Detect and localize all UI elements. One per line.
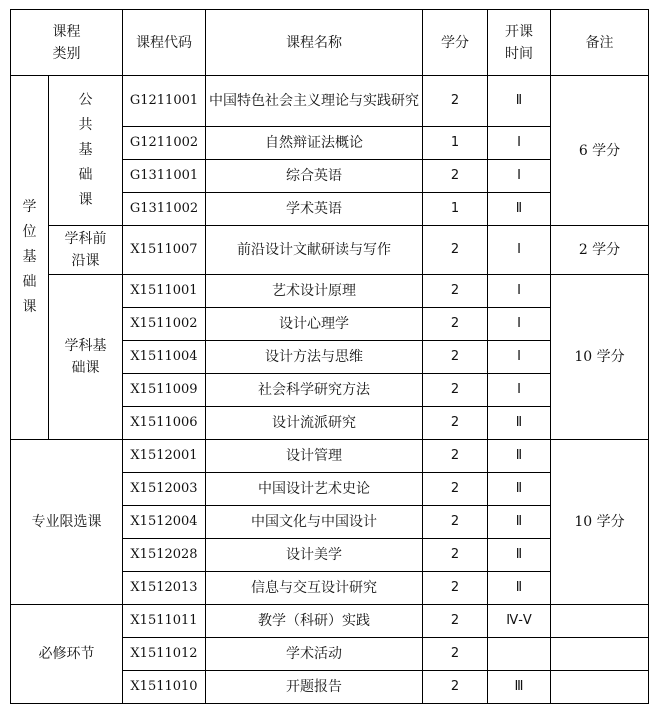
course-name: 中国文化与中国设计 (206, 506, 423, 539)
course-credit: 2 (423, 605, 488, 638)
course-name: 教学（科研）实践 (206, 605, 423, 638)
group-discipline-basic: 学科基础课 (49, 275, 123, 440)
course-code: X1512004 (123, 506, 206, 539)
header-note: 备注 (551, 10, 649, 76)
course-term: Ⅰ (488, 374, 551, 407)
course-name: 设计心理学 (206, 308, 423, 341)
course-credit: 2 (423, 308, 488, 341)
course-term: Ⅰ (488, 308, 551, 341)
note-frontier: 2 学分 (551, 226, 649, 275)
header-category: 课程 类别 (11, 10, 123, 76)
course-credit: 2 (423, 374, 488, 407)
course-term: Ⅰ (488, 226, 551, 275)
header-term: 开课 时间 (488, 10, 551, 76)
course-name: 设计方法与思维 (206, 341, 423, 374)
course-name: 前沿设计文献研读与写作 (206, 226, 423, 275)
course-name: 信息与交互设计研究 (206, 572, 423, 605)
course-code: X1511006 (123, 407, 206, 440)
group-degree-basic: 学位基础课 (11, 76, 49, 440)
note-discipline: 10 学分 (551, 275, 649, 440)
course-credit: 2 (423, 440, 488, 473)
course-name: 艺术设计原理 (206, 275, 423, 308)
header-code: 课程代码 (123, 10, 206, 76)
course-term: Ⅱ (488, 572, 551, 605)
course-code: X1512013 (123, 572, 206, 605)
course-code: X1511009 (123, 374, 206, 407)
course-credit: 2 (423, 473, 488, 506)
course-name: 中国特色社会主义理论与实践研究 (206, 76, 423, 127)
course-credit: 2 (423, 341, 488, 374)
course-code: X1512001 (123, 440, 206, 473)
course-credit: 2 (423, 76, 488, 127)
course-term (488, 638, 551, 671)
course-name: 设计美学 (206, 539, 423, 572)
group-frontier: 学科前沿课 (49, 226, 123, 275)
course-name: 自然辩证法概论 (206, 127, 423, 160)
course-term: Ⅳ-Ⅴ (488, 605, 551, 638)
course-code: X1511007 (123, 226, 206, 275)
course-code: X1511001 (123, 275, 206, 308)
note-empty (551, 605, 649, 638)
course-code: X1511004 (123, 341, 206, 374)
header-name: 课程名称 (206, 10, 423, 76)
course-credit: 2 (423, 572, 488, 605)
course-credit: 1 (423, 127, 488, 160)
course-credit: 2 (423, 638, 488, 671)
course-code: G1211001 (123, 76, 206, 127)
course-term: Ⅱ (488, 473, 551, 506)
course-credit: 2 (423, 275, 488, 308)
course-credit: 2 (423, 226, 488, 275)
course-name: 开题报告 (206, 671, 423, 704)
course-term: Ⅱ (488, 539, 551, 572)
course-term: Ⅰ (488, 275, 551, 308)
course-credit: 1 (423, 193, 488, 226)
course-code: G1211002 (123, 127, 206, 160)
course-name: 设计管理 (206, 440, 423, 473)
group-public-basic: 公共基础课 (49, 76, 123, 226)
course-term: Ⅱ (488, 407, 551, 440)
table-row (11, 440, 649, 473)
course-term: Ⅲ (488, 671, 551, 704)
table-row (11, 275, 649, 308)
note-empty (551, 638, 649, 671)
course-code: G1311001 (123, 160, 206, 193)
course-code: G1311002 (123, 193, 206, 226)
group-major-elective: 专业限选课 (11, 440, 123, 605)
course-term: Ⅱ (488, 506, 551, 539)
course-name: 综合英语 (206, 160, 423, 193)
course-credit: 2 (423, 671, 488, 704)
course-code: X1511012 (123, 638, 206, 671)
course-code: X1512003 (123, 473, 206, 506)
course-name: 社会科学研究方法 (206, 374, 423, 407)
course-term: Ⅱ (488, 440, 551, 473)
note-public: 6 学分 (551, 76, 649, 226)
curriculum-table (10, 9, 649, 704)
note-elective: 10 学分 (551, 440, 649, 605)
course-code: X1511002 (123, 308, 206, 341)
course-term: Ⅱ (488, 76, 551, 127)
course-name: 学术英语 (206, 193, 423, 226)
course-name: 中国设计艺术史论 (206, 473, 423, 506)
course-credit: 2 (423, 506, 488, 539)
course-term: Ⅰ (488, 341, 551, 374)
course-name: 设计流派研究 (206, 407, 423, 440)
course-term: Ⅰ (488, 160, 551, 193)
group-required: 必修环节 (11, 605, 123, 704)
course-name: 学术活动 (206, 638, 423, 671)
course-credit: 2 (423, 407, 488, 440)
table-row (11, 76, 649, 127)
course-credit: 2 (423, 539, 488, 572)
course-credit: 2 (423, 160, 488, 193)
note-empty (551, 671, 649, 704)
course-code: X1512028 (123, 539, 206, 572)
course-code: X1511010 (123, 671, 206, 704)
table-row (11, 605, 649, 638)
course-term: Ⅱ (488, 193, 551, 226)
table-row (11, 226, 649, 275)
course-term: Ⅰ (488, 127, 551, 160)
course-code: X1511011 (123, 605, 206, 638)
header-row (11, 10, 649, 76)
header-credit: 学分 (423, 10, 488, 76)
